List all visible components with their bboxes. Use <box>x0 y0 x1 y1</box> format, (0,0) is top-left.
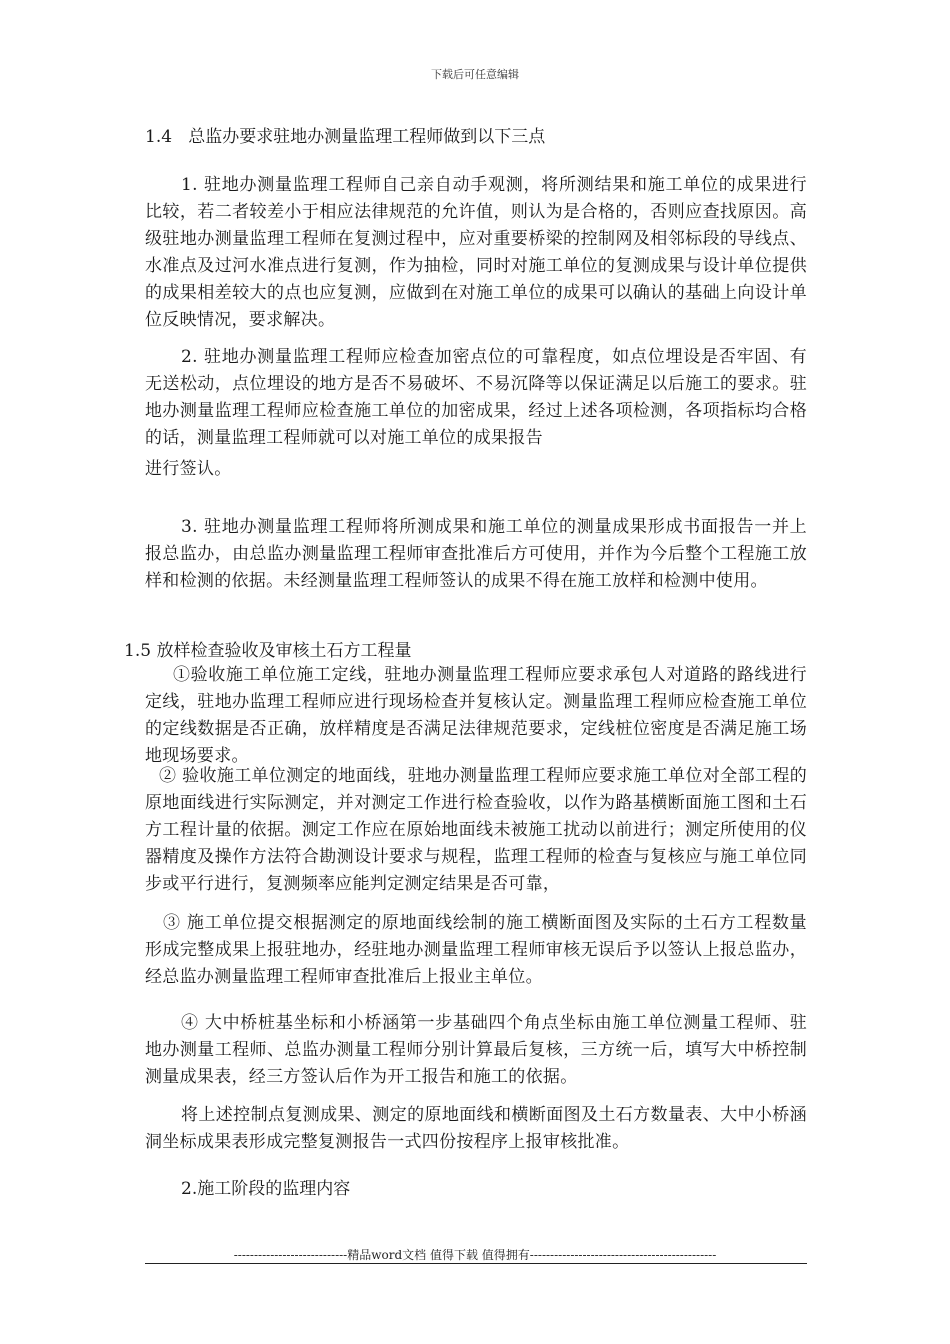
section-heading-1-4: 1.4 总监办要求驻地办测量监理工程师做到以下三点 <box>145 127 546 147</box>
paragraph-1-4-item-1: 1. 驻地办测量监理工程师自己亲自动手观测，将所测结果和施工单位的成果进行比较，若二者较差小于相应法律规范的允许值，则认为是合格的，否则应查找原因。高级驻地办测量监理工程师在复测过程中，应对重要桥梁的控制网及相邻标段的导线点、水准点及过河水准点进行复测，作为抽检，同时对施工单位的复测成果与设计单位提供的成果相差较大的点也应复测，应做到在对施工单位的成果可以确认的基础上向设计单位反映情况，要求解决。 <box>145 175 807 330</box>
paragraph-1-5-item-3: ③ 施工单位提交根据测定的原地面线绘制的施工横断面图及实际的土石方工程数量形成完整成果上报驻地办，经驻地办测量监理工程师审核无误后予以签认上报总监办，经总监办测量监理工程师审查批准后上报业主单位。 <box>145 913 807 987</box>
page-footer-note: ----------------------------精品word文档 值得下载 值得拥有---------------------------------------------- <box>233 1248 717 1262</box>
footer-rule <box>145 1263 807 1264</box>
paragraph-1-5-item-4: ④ 大中桥桩基坐标和小桥涵第一步基础四个角点坐标由施工单位测量工程师、驻地办测量工程师、总监办测量工程师分别计算最后复核，三方统一后，填写大中桥控制测量成果表，经三方签认后作为开工报告和施工的依据。 <box>145 1013 807 1087</box>
paragraph-1-5-item-2: ② 验收施工单位测定的地面线，驻地办测量监理工程师应要求施工单位对全部工程的原地面线进行实际测定，并对测定工作进行检查验收，以作为路基横断面施工图和土石方工程计量的依据。测定工作应在原始地面线未被施工扰动以前进行；测定所使用的仪器精度及操作方法符合勘测设计要求与规程，监理工程师的检查与复核应与施工单位同步或平行进行，复测频率应能判定测定结果是否可靠， <box>145 766 807 894</box>
paragraph-1-4-item-3: 3. 驻地办测量监理工程师将所测成果和施工单位的测量成果形成书面报告一并上报总监办，由总监办测量监理工程师审查批准后方可使用，并作为今后整个工程施工放样和检测的依据。未经测量监理工程师签认的成果不得在施工放样和检测中使用。 <box>145 517 807 591</box>
paragraph-1-5-item-1: ①验收施工单位施工定线，驻地办测量监理工程师应要求承包人对道路的路线进行定线，驻地办监理工程师应进行现场检查并复核认定。测量监理工程师应检查施工单位的定线数据是否正确，放样精度是否满足法律规范要求，定线桩位密度是否满足施工场地现场要求。 <box>145 665 807 766</box>
section-heading-1-5: 1.5 放样检查验收及审核土石方工程量 <box>124 641 412 661</box>
paragraph-1-4-item-2: 2. 驻地办测量监理工程师应检查加密点位的可靠程度，如点位埋设是否牢固、有无送松动，点位埋设的地方是否不易破坏、不易沉降等以保证满足以后施工的要求。驻地办测量监理工程师应检查施工单位的加密成果，经过上述各项检测，各项指标均合格的话，测量监理工程师就可以对施工单位的成果报告 <box>145 347 807 448</box>
paragraph-1-4-item-2-end: 进行签认。 <box>145 459 232 479</box>
page-header-note: 下载后可任意编辑 <box>431 68 519 81</box>
paragraph-summary: 将上述控制点复测成果、测定的原地面线和横断面图及土石方数量表、大中小桥涵洞坐标成果表形成完整复测报告一式四份按程序上报审核批准。 <box>145 1105 807 1152</box>
section-heading-2: 2.施工阶段的监理内容 <box>181 1179 351 1199</box>
